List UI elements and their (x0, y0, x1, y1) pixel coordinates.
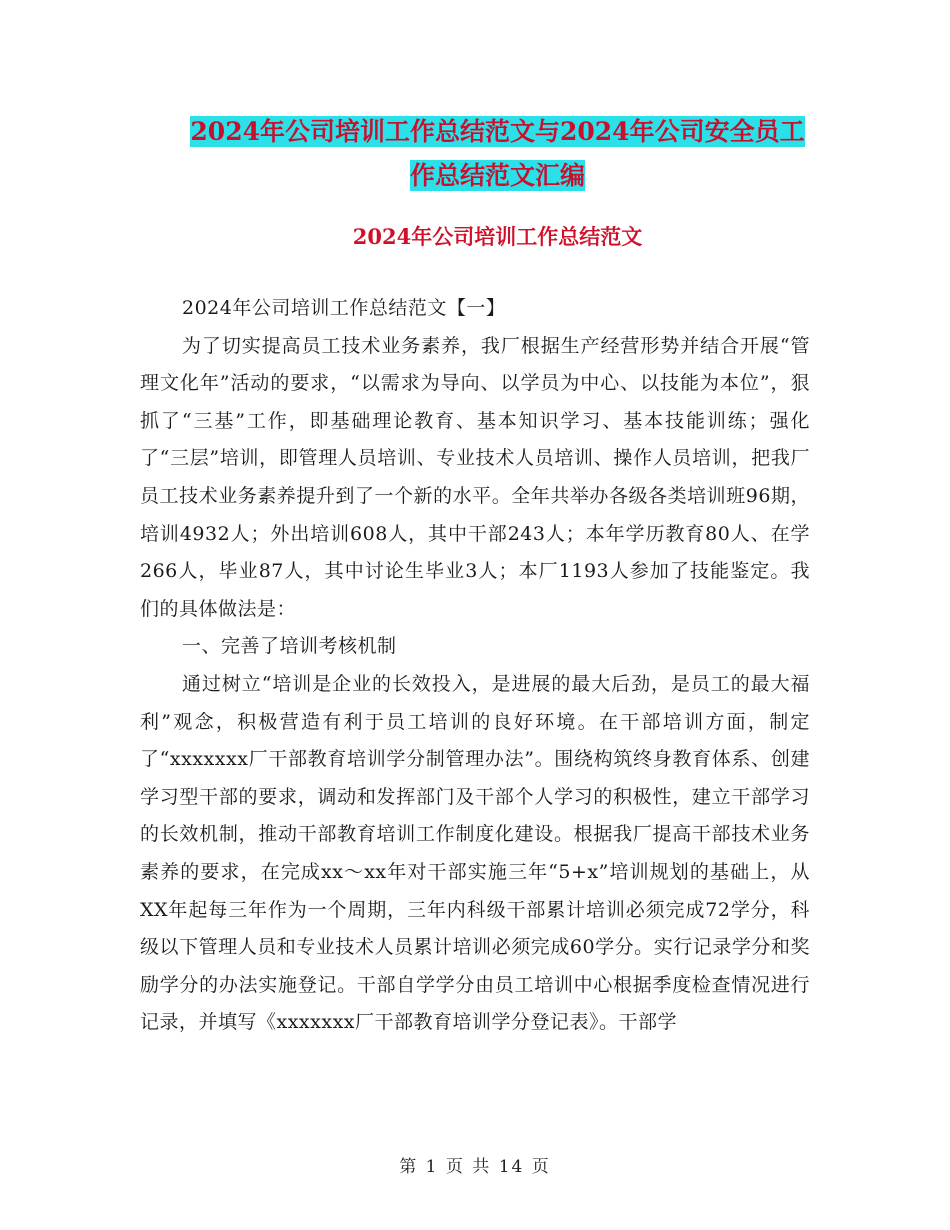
paragraph-subtitle: 2024年公司培训工作总结范文【一】 (182, 297, 506, 319)
title-line-2: 作总结范文汇编 (409, 161, 585, 190)
document-body (140, 290, 810, 1042)
section-title: 2024年公司培训工作总结范文 (352, 224, 643, 249)
paragraph-intro: 为了切实提高员工技术业务素养，我厂根据生产经营形势并结合开展“管理文化年”活动的要求，“以需求为导向、以学员为中心、以技能为本位”，狠抓了“三基”工作，即基础理论教育、基本知识学习、基本技能训练；强化了“三层”培训，即管理人员培训、专业技术人员培训、操作人员培训，把我厂员工技术业务素养提升到了一个新的水平。全年共举办各级各类培训班96期，培训4932人；外出培训608人，其中干部243人；本年学历教育80人、在学266人，毕业87人，其中讨论生毕业3人；本厂1193人参加了技能鉴定。我们的具体做法是： (140, 334, 810, 620)
document-title (140, 110, 855, 198)
page-number-footer: 第 1 页 共 14 页 (399, 1157, 551, 1177)
paragraph-heading-1: 一、完善了培训考核机制 (182, 635, 397, 658)
title-line-1: 2024年公司培训工作总结范文与2024年公司安全员工 (190, 117, 805, 146)
paragraph-body-1: 通过树立“培训是企业的长效投入，是进展的最大后劲，是员工的最大福利”观念，积极营造有利于员工培训的良好环境。在干部培训方面，制定了“xxxxxxx厂干部教育培训学分制管理办法”。围绕构筑终身教育体系、创建学习型干部的要求，调动和发挥部门及干部个人学习的积极性，建立干部学习的长效机制，推动干部教育培训工作制度化建设。根据我厂提高干部技术业务素养的要求，在完成xx～xx年对干部实施三年“5+x”培训规划的基础上，从XX年起每三年作为一个周期，三年内科级干部累计培训必须完成72学分，科级以下管理人员和专业技术人员累计培训必须完成60学分。实行记录学分和奖励学分的办法实施登记。干部自学学分由员工培训中心根据季度检查情况进行记录，并填写《xxxxxxx厂干部教育培训学分登记表》。干部学 (140, 672, 810, 1034)
